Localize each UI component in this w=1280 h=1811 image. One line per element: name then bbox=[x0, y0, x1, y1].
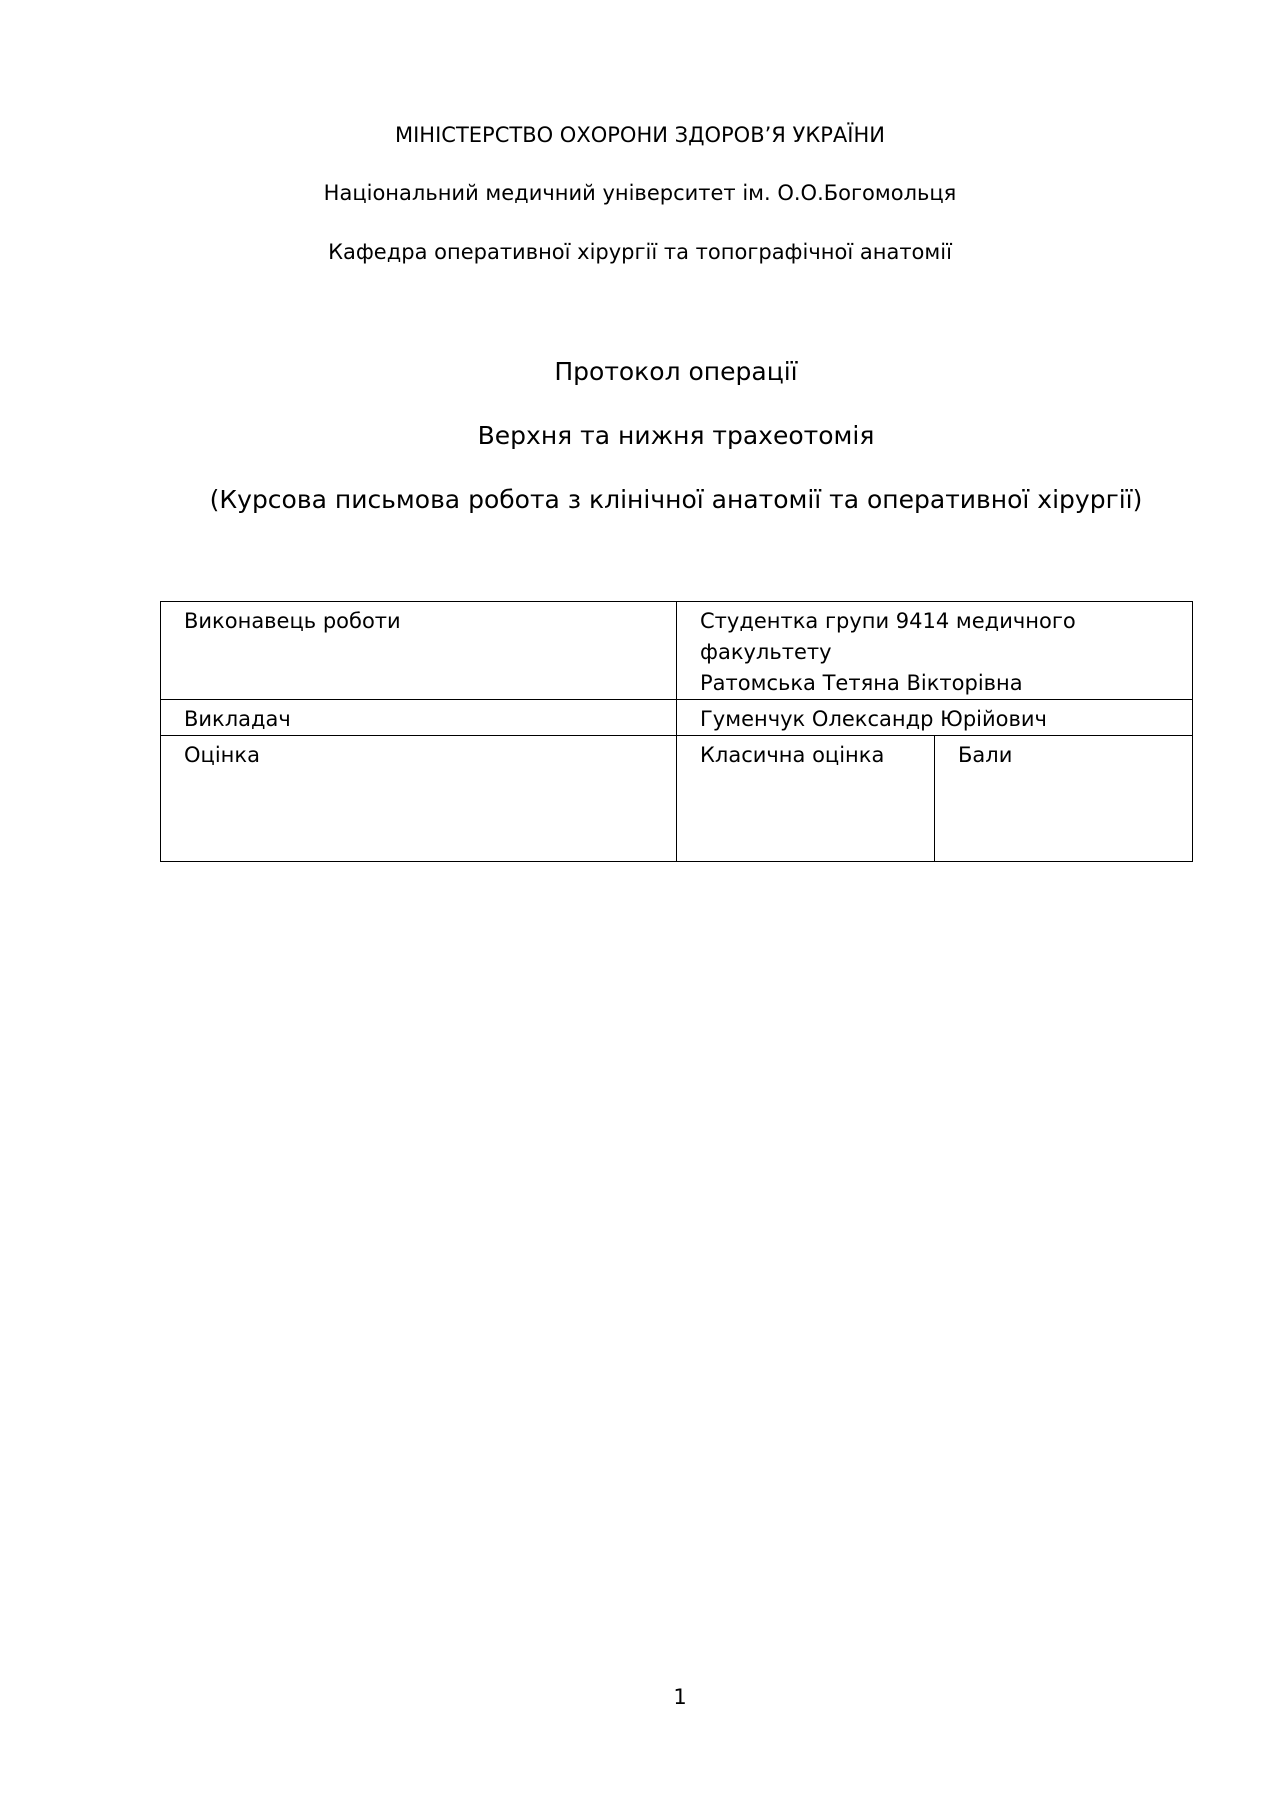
teacher-value: Гуменчук Олександр Юрійович bbox=[677, 700, 1193, 736]
performer-value-line: Студентка групи 9414 медичного bbox=[700, 609, 1076, 633]
document-title: Протокол операції bbox=[554, 357, 798, 386]
department-name: Кафедра оперативної хірургії та топографічної анатомії bbox=[328, 240, 952, 264]
performer-value bbox=[677, 602, 1193, 700]
table-row-grade bbox=[161, 736, 1193, 862]
grade-label: Оцінка bbox=[161, 736, 677, 862]
classic-grade-label: Класична оцінка bbox=[677, 736, 935, 862]
teacher-label: Викладач bbox=[161, 700, 677, 736]
performer-value-line: факультету bbox=[700, 640, 832, 664]
table-row-performer bbox=[161, 602, 1193, 700]
points-label: Бали bbox=[935, 736, 1193, 862]
page-number: 1 bbox=[673, 1685, 687, 1709]
info-table bbox=[160, 601, 1193, 862]
university-name: Національний медичний університет ім. О.О.Богомольця bbox=[323, 181, 957, 205]
table-row-teacher bbox=[161, 700, 1193, 736]
ministry-name: МІНІСТЕРСТВО ОХОРОНИ ЗДОРОВ’Я УКРАЇНИ bbox=[394, 123, 885, 147]
performer-value-line: Ратомська Тетяна Вікторівна bbox=[700, 671, 1023, 695]
course-work-subtitle: (Курсова письмова робота з клінічної анатомії та оперативної хірургії) bbox=[209, 485, 1143, 514]
performer-label: Виконавець роботи bbox=[161, 602, 677, 700]
operation-name: Верхня та нижня трахеотомія bbox=[477, 421, 875, 450]
